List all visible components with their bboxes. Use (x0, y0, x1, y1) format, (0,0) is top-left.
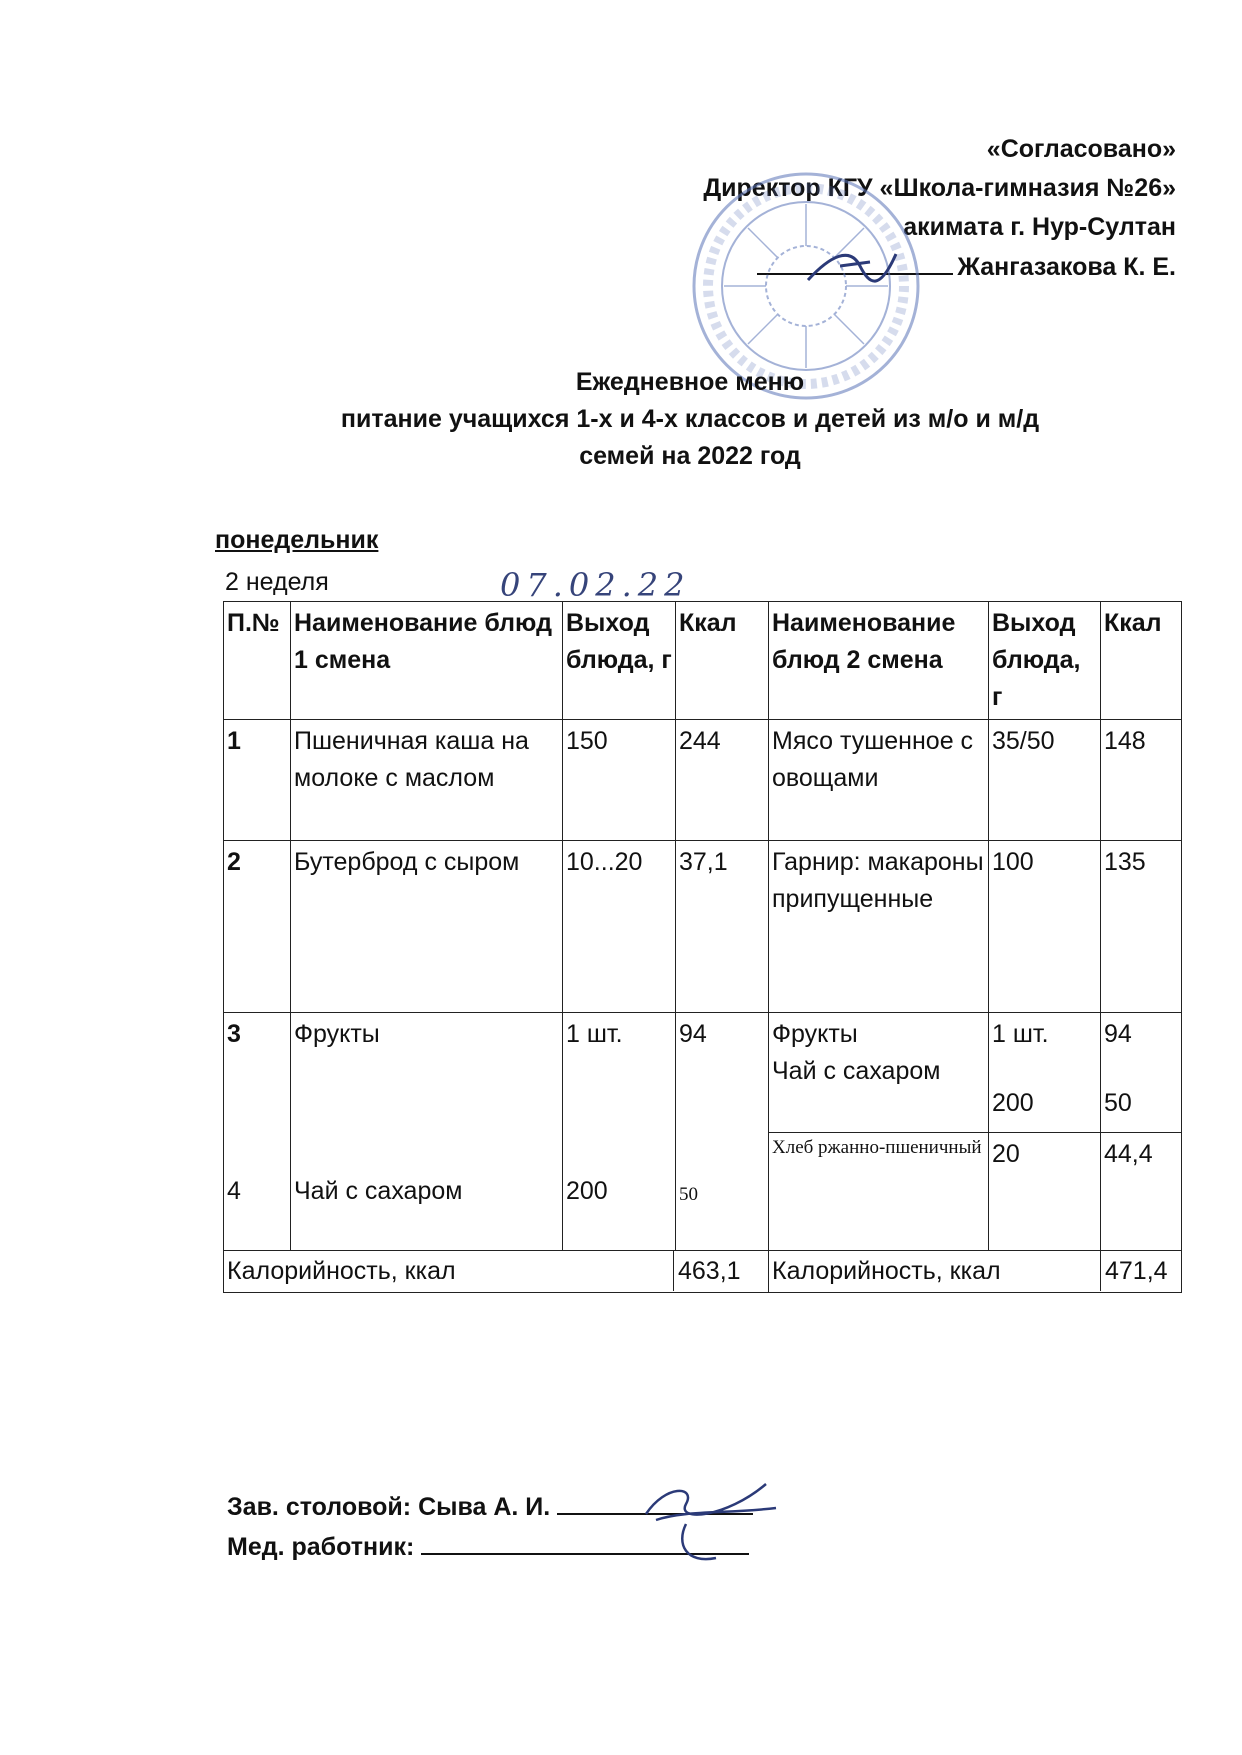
canteen-manager-label: Зав. столовой: Сыва А. И. (227, 1493, 551, 1521)
yield-2: 35/50 (989, 720, 1101, 841)
dish-2 (769, 1013, 989, 1133)
yield-1: 150 (563, 720, 676, 841)
approval-director: Директор КГУ «Школа-гимназия №26» (703, 174, 1176, 202)
dish-2-tea: Чай с сахаром (772, 1057, 941, 1085)
title-line-1: Ежедневное меню (575, 368, 805, 396)
yield-1-fruits: 1 шт. (566, 1020, 623, 1048)
header-kcal-1: Ккал (676, 602, 769, 720)
kcal-2-fruits: 94 (1104, 1020, 1132, 1048)
yield-1-tea: 200 (566, 1177, 608, 1205)
total-kcal-2: 471,4 (1100, 1251, 1181, 1291)
dish-1 (291, 1013, 563, 1251)
totals-row (224, 1251, 1182, 1293)
handwritten-date: 07.02.22 (500, 566, 691, 604)
approval-heading: «Согласовано» (986, 135, 1176, 163)
kcal-1: 37,1 (676, 841, 769, 1013)
total-kcal-1: 463,1 (673, 1251, 768, 1291)
kcal-2: 135 (1101, 841, 1182, 1013)
dish-1-tea: Чай с сахаром (294, 1177, 463, 1205)
header-yield-2: Выход блюда, г (989, 602, 1101, 720)
approval-signatory-name: Жангазакова К. Е. (957, 253, 1176, 281)
dish-1: Бутерброд с сыром (291, 841, 563, 1013)
row-num-4: 4 (227, 1177, 241, 1205)
dish-2: Хлеб ржанно-пшеничный (769, 1133, 989, 1251)
yield-2: 20 (989, 1133, 1101, 1251)
total-label-2: Калорийность, ккал (772, 1256, 1001, 1285)
week-number: 2 неделя (225, 568, 329, 596)
yield-2 (989, 1013, 1101, 1133)
header-kcal-2: Ккал (1101, 602, 1182, 720)
title-line-2: питание учащихся 1-х и 4-х классов и детей из м/о и м/д (340, 405, 1040, 433)
row-num-3: 3 (227, 1020, 241, 1048)
dish-2: Гарнир: макароны припущенные (769, 841, 989, 1013)
dish-2: Мясо тушенное с овощами (769, 720, 989, 841)
header-name-1: Наименование блюд 1 смена (291, 602, 563, 720)
kcal-1-fruits: 94 (679, 1020, 707, 1048)
kcal-1-tea: 50 (679, 1184, 698, 1205)
director-signature-icon (800, 236, 910, 296)
menu-table (223, 601, 1182, 1293)
kcal-1: 244 (676, 720, 769, 841)
yield-1 (563, 1013, 676, 1251)
kcal-2: 148 (1101, 720, 1182, 841)
kcal-2-tea: 50 (1104, 1089, 1132, 1117)
approval-akimat: акимата г. Нур-Султан (903, 213, 1176, 241)
table-header-row (224, 602, 1182, 720)
table-row (224, 841, 1182, 1013)
totals-group-1 (224, 1251, 769, 1293)
table-row (224, 720, 1182, 841)
medical-worker-label: Мед. работник: (227, 1533, 415, 1561)
table-row (224, 1013, 1182, 1133)
yield-2: 100 (989, 841, 1101, 1013)
dish-2-fruits: Фрукты (772, 1020, 858, 1048)
totals-group-2 (769, 1251, 1182, 1293)
row-num: 1 (224, 720, 291, 841)
total-label-1: Калорийность, ккал (227, 1256, 456, 1285)
row-num: 2 (224, 841, 291, 1013)
header-yield-1: Выход блюда, г (563, 602, 676, 720)
dish-1: Пшеничная каша на молоке с маслом (291, 720, 563, 841)
day-of-week: понедельник (215, 526, 379, 554)
row-num (224, 1013, 291, 1251)
header-num: П.№ (224, 602, 291, 720)
yield-2-tea: 200 (992, 1089, 1034, 1117)
kcal-2 (1101, 1013, 1182, 1133)
title-line-3: семей на 2022 год (579, 442, 801, 470)
kcal-1 (676, 1013, 769, 1251)
document-title (240, 364, 1140, 475)
canteen-signature-icon (626, 1474, 796, 1574)
dish-1-fruits: Фрукты (294, 1020, 380, 1048)
header-name-2: Наименование блюд 2 смена (769, 602, 989, 720)
yield-2-fruits: 1 шт. (992, 1020, 1049, 1048)
kcal-2: 44,4 (1101, 1133, 1182, 1251)
yield-1: 10...20 (563, 841, 676, 1013)
